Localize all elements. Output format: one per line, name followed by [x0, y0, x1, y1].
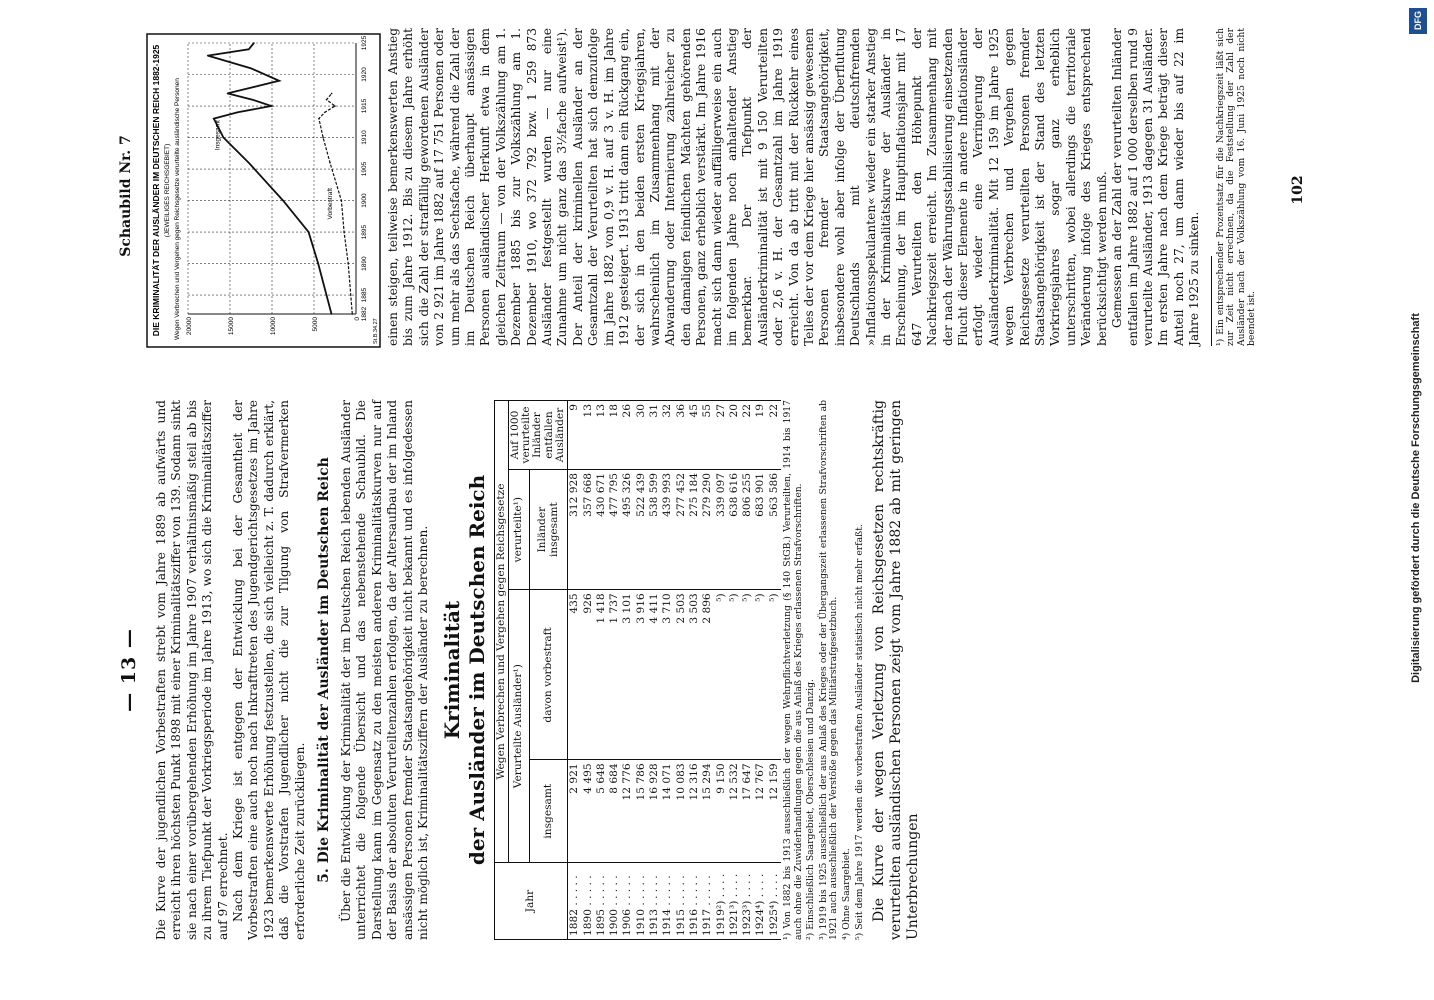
data-point [331, 313, 333, 315]
cell-insg: 5 648 [595, 760, 608, 863]
col-header-auslaender: Verurteilte Ausländer¹) [508, 590, 529, 863]
table-row [701, 401, 714, 940]
cell-jahr: 1915 . . . . . [675, 863, 688, 940]
cell-jahr: 1923³) . . . . [741, 863, 754, 940]
cell-inl: 312 928 [568, 470, 582, 590]
cell-auf: 22 [768, 401, 781, 470]
cell-auf: 22 [741, 401, 754, 470]
cell-vorb: ⁵) [715, 590, 728, 760]
paragraph: Gemessen an der Zahl der verurteilten Inländer entfallen im Jahre 1882 auf 1 000 derselben rund 9 verurteilte Ausländer, 1913 dagegen 31 Ausländer. Im ersten Jahre nach dem Kriege beträgt dieser Anteil noch 27, um dann wieder bis auf 22 im Jahre 1925 zu sinken. [1110, 28, 1202, 346]
y-tick-label: 20000 [186, 317, 193, 336]
cell-insg: 14 071 [661, 760, 674, 863]
series-label-vorbestraft: Vorbestraft [327, 188, 334, 220]
cell-inl: 683 901 [754, 470, 767, 590]
data-point [317, 263, 319, 265]
data-point [352, 313, 354, 315]
col-header-top: Wegen Verbrechen und Vergehen gegen Reichsgesetze [494, 401, 508, 863]
cell-vorb: 926 [582, 590, 595, 760]
paragraph: Die Kurve der jugendlichen Vorbestraften strebt vom Jahre 1889 ab aufwärts und erreicht ihren höchsten Punkt 1898 mit einer Kriminalitätsziffer von 139. Sodann sinkt sie nach einer vorübergehenden Erhöhung im Jahre 1907 verhältnismäßig steil ab bis zu ihrem Tiefpunkt der Vorkriegsperiode im Jahre 1913, wo sich die Kriminalitätsziffer auf 97 errechnet. [154, 400, 230, 940]
chart [146, 33, 381, 348]
data-point [248, 49, 250, 51]
x-tick-label: 1920 [361, 67, 368, 82]
data-point [250, 67, 252, 69]
data-point [322, 137, 324, 139]
col-header-insgesamt: insgesamt [530, 760, 568, 863]
cell-inl: 522 439 [635, 470, 648, 590]
cell-inl: 430 671 [595, 470, 608, 590]
data-point [248, 162, 250, 164]
left-column [154, 400, 922, 940]
data-point [253, 42, 255, 44]
data-point [331, 93, 333, 95]
inlaender-label: Inländer [536, 506, 549, 553]
data-point [326, 99, 328, 101]
data-point [223, 137, 225, 139]
cell-vorb: ⁵) [741, 590, 754, 760]
series-label-insgesamt: Insgesamt [214, 120, 222, 151]
cell-auf: 19 [754, 401, 767, 470]
data-point [334, 105, 336, 107]
cell-inl: 638 616 [728, 470, 741, 590]
cell-vorb: 3 101 [621, 590, 634, 760]
cell-vorb: 4 411 [648, 590, 661, 760]
cell-inl: 477 795 [608, 470, 621, 590]
y-tick-label: 10000 [270, 317, 277, 336]
table-row [768, 401, 781, 940]
cell-jahr: 1913 . . . . . [648, 863, 661, 940]
cell-insg: 12 776 [621, 760, 634, 863]
col-header-inlaender [530, 470, 568, 590]
cell-jahr: 1900 . . . . . [608, 863, 621, 940]
cell-vorb: 3 503 [688, 590, 701, 760]
col-header-auf1000: Auf 1000 verurteilte Inländer entfallen Ausländer [508, 401, 567, 470]
data-point [282, 200, 284, 202]
cell-insg: 10 083 [675, 760, 688, 863]
cell-vorb: ⁵) [728, 590, 741, 760]
footnote: ⁴) Ohne Saargebiet. [841, 848, 852, 940]
table-row [621, 401, 634, 940]
table-row [648, 401, 661, 940]
cell-auf: 45 [688, 401, 701, 470]
x-tick-label: 1915 [361, 98, 368, 114]
cell-jahr: 1917 . . . . . [701, 863, 714, 940]
cell-vorb: 3 710 [661, 590, 674, 760]
cell-auf: 13 [595, 401, 608, 470]
table-row [661, 401, 674, 940]
cell-auf: 26 [621, 401, 634, 470]
cell-insg: 2 921 [568, 760, 582, 863]
x-tick-label: 1890 [361, 256, 368, 271]
cell-insg: 12 159 [768, 760, 781, 863]
data-point [237, 112, 239, 114]
col-header-jahr: Jahr [494, 863, 568, 940]
cell-auf: 18 [608, 401, 621, 470]
cell-vorb: ⁵) [768, 590, 781, 760]
cell-insg: 12 767 [754, 760, 767, 863]
footnotes [783, 400, 865, 940]
data-point [347, 263, 349, 265]
y-tick-label: 15000 [228, 317, 235, 336]
cell-vorb: 3 916 [635, 590, 648, 760]
digitization-sidebar [1400, 0, 1434, 1000]
data-point [271, 105, 273, 107]
cell-inl: 806 255 [741, 470, 754, 590]
sidebar-credit: Digitalisierung gefördert durch die Deutsche Forschungsgemeinschaft [1410, 313, 1422, 683]
right-column [386, 28, 1258, 346]
cell-inl: 277 452 [675, 470, 688, 590]
x-tick-label: 1885 [361, 287, 368, 303]
cell-vorb: 1 737 [608, 590, 621, 760]
cell-inl: 563 586 [768, 470, 781, 590]
cell-inl: 439 993 [661, 470, 674, 590]
cell-jahr: 1921³) . . . . [728, 863, 741, 940]
y-tick-label: 5000 [312, 317, 319, 332]
footnote-rule [1211, 256, 1212, 346]
cell-jahr: 1910 . . . . . [635, 863, 648, 940]
page-number-right: 102 [1290, 175, 1306, 205]
cell-auf: 27 [715, 401, 728, 470]
cell-auf: 55 [701, 401, 714, 470]
x-tick-label: 1900 [361, 193, 368, 208]
cell-jahr: 1882 . . . . . [568, 863, 582, 940]
table-row [741, 401, 754, 940]
cell-jahr: 1895 . . . . . [595, 863, 608, 940]
table-row [635, 401, 648, 940]
inlaender-insgesamt-label: insgesamt [547, 502, 560, 558]
cell-insg: 16 928 [648, 760, 661, 863]
cell-inl: 275 184 [688, 470, 701, 590]
footnote: ¹) Ein entsprechender Prozentsatz für die Nachkriegszeit läßt sich zur Zeit nicht errechnen, da die Feststellung der Zahl der Ausländer nach der Volkszählung vom 16. Juni 1925 noch nicht beendet ist. [1214, 28, 1258, 346]
chart-svg [146, 33, 381, 348]
data-point [278, 80, 280, 82]
data-point [324, 112, 326, 114]
col-header-vorbestraft: davon vorbestraft [530, 590, 568, 760]
chart-source-note: St.B.34.27 [373, 318, 379, 344]
cell-insg: 12 532 [728, 760, 741, 863]
table-title-line-2: der Ausländer im Deutschen Reich [464, 474, 489, 866]
table-row [715, 401, 728, 940]
series-line-vorbestraft [319, 93, 352, 314]
cell-insg: 8 684 [608, 760, 621, 863]
data-point [343, 231, 345, 233]
data-point [207, 55, 209, 57]
cell-inl: 495 326 [621, 470, 634, 590]
cell-jahr: 1924⁴) . . . . [754, 863, 767, 940]
cell-vorb: 435 [568, 590, 582, 760]
data-point [318, 118, 320, 120]
y-tick-label: 0 [354, 317, 361, 321]
data-point [227, 93, 229, 95]
foreigners-crime-table [494, 400, 782, 940]
paragraph: einen steigen, teilweise bemerkenswerten Anstieg bis zum Jahre 1912. Bis zu diesem Jahre erhöht sich die Zahl der straffällig gewordenen Ausländer von 2 921 im Jahre 1882 auf 17 751 Personen oder um mehr als das Sechsfache, während die Zahl der im Deutschen Reich überhaupt ansässigen Personen ausländischer Herkunft etwa in dem gleichen Zeitraum — von der Volkszählung am 1. Dezember 1885 bis zur Volkszählung am 1. Dezember 1910, wo 372 792 bzw. 1 259 873 Ausländer festgestellt wurden — nur eine Zunahme um nicht ganz das 3½fache aufweist¹). Der Anteil der kriminellen Ausländer an der Gesamtzahl der Verurteilten hat sich demzufolge im Jahre 1882 von 0,9 v. H. auf 3 v. H. im Jahre 1912 gesteigert. 1913 tritt dann ein Rückgang ein, der sich in den beiden ersten Kriegsjahren, wahrscheinlich im Zusammenhang mit der Abwanderung oder Internierung zahlreicher zu den damaligen feindlichen Mächten gehörenden Personen, ganz erheblich verstärkt. Im Jahre 1916 macht sich dann wieder auffälligerweise ein auch im folgenden Jahre noch anhaltender Anstieg bemerkbar. Der Tiefpunkt der Ausländerkriminalität ist mit 9 150 Verurteilten oder 2,6 v. H. der Gesamtzahl im Jahre 1919 erreicht. Von da ab tritt mit der Rückkehr eines Teiles der vor dem Kriege hier ansässig gewesenen Personen fremder Staatsangehörigkeit, insbesondere wohl aber infolge der Überflutung Deutschlands mit deutschfremden »Inflationsspekulanten« wieder ein starker Anstieg in der Kriminalitätskurve der Ausländer in Erscheinung, der im Hauptinflationsjahr mit 17 647 Verurteilten den Höhepunkt der Nachkriegszeit erreicht. Im Zusammenhang mit der nach der Währungsstabilisierung einsetzenden Flucht dieser Elemente in andere Inflationsländer erfolgt wieder eine Verringerung der Ausländerkriminalität. Mit 12 159 im Jahre 1925 wegen Verbrechen und Vergehen gegen Reichsgesetze verurteilten Personen fremder Staatsangehörigkeit ist der Stand des letzten Vorkriegsjahres sogar ganz erheblich unterschritten, wobei allerdings die territoriale Veränderung infolge des Krieges entsprechend berücksichtigt werden muß. [386, 28, 1109, 346]
footnote: ²) Einschließlich Saargebiet, Oberschlesien und Danzig. [805, 679, 817, 940]
table-row [595, 401, 608, 940]
chart-frame [147, 34, 380, 347]
cell-jahr: 1906 . . . . . [621, 863, 634, 940]
table-title [440, 400, 490, 940]
cell-jahr: 1919²) . . . . [715, 863, 728, 940]
cell-vorb: 2 503 [675, 590, 688, 760]
paragraph: Nach dem Kriege ist entgegen der Entwicklung bei der Gesamtheit der Vorbestraften eine auch noch nach Inkrafttreten des Jugendgerichtsgesetzes im Jahre 1923 bemerkenswerte Erhöhung festzustellen, die sich vielleicht z. T. dadurch erklärt, daß die Vorstrafen Jugendlicher nicht die zur Tilgung von Strafvermerken erforderliche Zeit zurückliegen. [231, 400, 307, 940]
cell-inl: 357 668 [582, 470, 595, 590]
table-row [728, 401, 741, 940]
footnote: ⁵) Seit dem Jahre 1917 werden die vorbestraften Ausländer statistisch nicht mehr erfaßt. [853, 524, 865, 940]
dfg-logo: DFG [1409, 8, 1427, 34]
table-row [754, 401, 767, 940]
page-number-left: — 13 — [118, 628, 140, 712]
x-tick-label: 1925 [361, 35, 368, 51]
cell-auf: 9 [568, 401, 582, 470]
cell-insg: 4 495 [582, 760, 595, 863]
cell-jahr: 1916 . . . . . [688, 863, 701, 940]
cell-insg: 12 316 [688, 760, 701, 863]
chart-caption: Schaubild Nr. 7 [118, 135, 134, 257]
cell-vorb: ⁵) [754, 590, 767, 760]
cell-vorb: 2 896 [701, 590, 714, 760]
cell-jahr: 1925⁴) . . . . [768, 863, 781, 940]
table-title-line-1: Kriminalität [439, 600, 464, 740]
cell-insg: 17 647 [741, 760, 754, 863]
cell-inl: 538 599 [648, 470, 661, 590]
cell-jahr: 1890 . . . . . [582, 863, 595, 940]
col-header-verurteilte: verurteilte¹) [508, 470, 529, 590]
cell-auf: 20 [728, 401, 741, 470]
data-point [252, 99, 254, 101]
cell-auf: 36 [675, 401, 688, 470]
data-point [308, 231, 310, 233]
x-tick-label: 1910 [361, 130, 368, 145]
table-row [675, 401, 688, 940]
chart-subtitle: (JEWEILIGES REICHSGEBIET) [164, 143, 171, 238]
table-row [582, 401, 595, 940]
paragraph: Die Kurve der wegen Verletzung von Reichsgesetzen rechtskräftig verurteilten ausländischen Personen zeigt vom Jahre 1882 ab mit geringen Unterbrechungen [871, 400, 922, 940]
footnote: ¹) Von 1882 bis 1913 ausschließlich der wegen Wehrpflichtverletzung (§ 140 StGB.) Verurteilten, 1914 bis 1917 auch ohne die Zuwiderhandlungen gegen die aus Anlaß des Krieges erlassenen Strafvorschriften. [782, 400, 804, 940]
data-point [341, 200, 343, 202]
chart-ylabel: Wegen Verbrechen und Vergehen gegen Reichsgesetze verurteilte ausländische Personen [174, 78, 181, 340]
table-body [568, 401, 781, 940]
cell-auf: 30 [635, 401, 648, 470]
x-tick-label: 1895 [361, 224, 368, 240]
cell-inl: 339 097 [715, 470, 728, 590]
series-line-insgesamt [208, 43, 332, 314]
table-row [568, 401, 582, 940]
x-tick-label: 1905 [361, 161, 368, 177]
table-row [608, 401, 621, 940]
table-row [688, 401, 701, 940]
cell-insg: 15 786 [635, 760, 648, 863]
chart-title: DIE KRIMINALITÄT DER AUSLÄNDER IM DEUTSCHEN REICH 1882-1925 [151, 44, 161, 337]
x-tick-label: 1882 [361, 306, 368, 322]
cell-insg: 9 150 [715, 760, 728, 863]
footnote: ³) 1919 bis 1925 ausschließlich der aus Anlaß des Krieges oder der Übergangszeit erlassenen Strafvorschriften ab 1921 auch ausschließlich der Verstöße gegen das Militärstrafgesetzbuch. [817, 400, 840, 940]
cell-auf: 31 [648, 401, 661, 470]
cell-auf: 13 [582, 401, 595, 470]
data-point [329, 162, 331, 164]
cell-inl: 279 290 [701, 470, 714, 590]
cell-vorb: 1 418 [595, 590, 608, 760]
cell-jahr: 1914 . . . . . [661, 863, 674, 940]
cell-auf: 32 [661, 401, 674, 470]
paragraph: Über die Entwicklung der Kriminalität der im Deutschen Reich lebenden Ausländer unterrichtet die folgende Übersicht und das nebenstehende Schaubild. Die Darstellung kann im Gegensatz zu den meisten anderen Kriminalitätskurven nur auf der Basis der absoluten Verurteiltenzahlen erfolgen, da der Altersaufbau der im Inland ansässigen Personen fremder Staatsangehörigkeit nicht bekannt und es infolgedessen nicht möglich ist, Kriminalitätsziffern der Ausländer zu berechnen. [339, 400, 431, 940]
section-heading: 5. Die Kriminalität der Ausländer im Deutschen Reich [316, 457, 333, 883]
cell-insg: 15 294 [701, 760, 714, 863]
